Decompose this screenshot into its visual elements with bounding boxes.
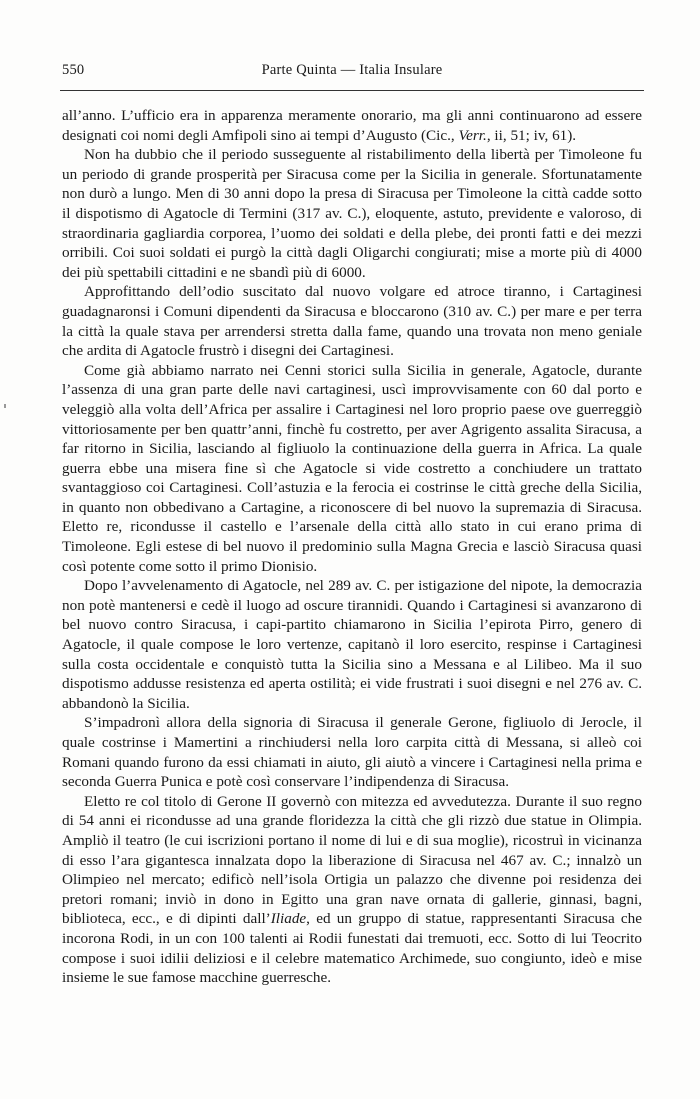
paragraph (62, 106, 642, 145)
running-head (62, 62, 642, 82)
paragraph-text: all’anno. L’ufficio era in apparenza meramente onorario, ma gli anni continuarono ad essere designati coi nomi degli Amfipoli sino ai tempi d’Augusto (Cic., (62, 107, 642, 144)
margin-speck (4, 404, 6, 408)
paragraph (62, 145, 642, 282)
paragraph-text: S’impadronì allora della signoria di Siracusa il generale Gerone, figliuolo di Jerocle, il quale costrinse i Mamertini a rinchiudersi nella loro carpita città di Messana, si alleò coi Romani quando furono da essi chiamati in aiuto, gli aiutò a vincere i Cartaginesi nella prima e seconda Guerra Punica e potè così conservare l’indipendenza di Siracusa. (62, 714, 642, 791)
page-number: 550 (62, 62, 85, 78)
paragraph-text: Approfittando dell’odio suscitato dal nuovo volgare ed atroce tiranno, i Cartaginesi guadagnaronsi i Comuni dipendenti da Siracusa e bloccarono (310 av. C.) per mare e per terra la città la quale stava per arrendersi stretta dalla fame, quando una trovata non meno geniale che ardita di Agatocle frustrò i disegni dei Cartaginesi. (62, 283, 642, 360)
paragraph (62, 361, 642, 577)
paragraph-text: Come già abbiamo narrato nei Cenni storici sulla Sicilia in generale, Agatocle, durante l’assenza di una gran parte delle navi cartaginesi, uscì improvvisamente con 60 dal porto e veleggiò alla volta dell’Africa per assalire i Cartaginesi nel loro proprio paese ove guerreggiò vittoriosamente per ben quattr’anni, finchè fu costretto, per aver Agrigento assalita Siracusa, a far ritorno in Sicilia, lasciando al figliuolo la continuazione della guerra in Africa. La quale guerra ebbe una misera fine sì che Agatocle si vide costretto a conchiudere un trattato svantaggioso coi Cartaginesi. Coll’astuzia e la ferocia ei costrinse le città greche della Sicilia, in quanto non obbedivano a Cartagine, a riconoscere di bel nuovo la supremazia di Siracusa. Eletto re, ricondusse il castello e l’arsenale della città allo stato in cui erano prima di Timoleone. Egli estese di bel nuovo il predominio sulla Magna Grecia e lasciò Siracusa quasi così potente come sotto il primo Dionisio. (62, 361, 642, 575)
paragraph-text: , ii, 51; iv, 61). (486, 126, 577, 144)
paragraph (62, 576, 642, 713)
paragraph (62, 792, 642, 988)
paragraph-text: Dopo l’avvelenamento di Agatocle, nel 289 av. C. per istigazione del nipote, la democrazia non potè mantenersi e cedè il luogo ad oscure tirannidi. Quando i Cartaginesi si avanzarono di bel nuovo contro Siracusa, i capi-partito chiamarono in Sicilia l’epirota Pirro, genero di Agatocle, il quale compose le loro vertenze, capitanò il loro esercito, respinse i Cartaginesi sulla costa occidentale e conquistò tutta la Sicilia sino a Messana e al Lilibeo. Ma il suo dispotismo addusse resistenza ed aperta ostilità; ei vide frustrati i suoi disegni e nel 276 av. C. abbandonò la Sicilia. (62, 577, 642, 712)
paragraph (62, 713, 642, 791)
italic-text: Verr. (458, 126, 487, 144)
italic-text: Iliade (270, 910, 307, 928)
paragraph (62, 282, 642, 360)
paragraph-text: Eletto re col titolo di Gerone II governò con mitezza ed avvedutezza. Durante il suo regno di 54 anni ei ricondusse ad una grande floridezza la città che gli rizzò due statue in Olimpia. Ampliò il teatro (le cui iscrizioni portano il nome di lui e di sua moglie), ricostruì in vicinanza di esso l’ara gigantesca innalzata dopo la liberazione di Siracusa nel 467 av. C.; innalzò un Olimpieo nel mercato; edificò nell’isola Ortigia un palazzo che divenne poi residenza dei pretori romani; inviò in dono in Egitto una gran nave ornata di gallerie, ginnasi, bagni, biblioteca, ecc., e di dipinti dall’ (62, 792, 642, 928)
body-text (62, 106, 642, 988)
running-head-title: Parte Quinta — Italia Insulare (261, 62, 443, 78)
paragraph-text: , ed un gruppo di statue, rappresentanti Siracusa che incorona Rodi, in un con 100 talenti ai Rodii funestati dai tremuoti, ecc. Sotto di lui Teocrito compose i suoi idilii deliziosi e il celebre matematico Archimede, suo congiunto, ideò e mise insieme le sue famose macchine guerresche. (62, 910, 642, 987)
header-rule (60, 90, 644, 91)
paragraph-text: Non ha dubbio che il periodo susseguente al ristabilimento della libertà per Timoleone fu un periodo di grande prosperità per Siracusa come per la Sicilia in generale. Sfortunatamente non durò a lungo. Men di 30 anni dopo la presa di Siracusa per Timoleone la città cadde sotto il dispotismo di Agatocle di Termini (317 av. C.), eloquente, astuto, previdente e valoroso, di straordinaria gagliardia corporea, l’uomo dei soldati e della plebe, dei pronti fatti e dei mezzi orribili. Coi suoi soldati ei purgò la città dagli Oligarchi congiurati; mise a morte più di 4000 dei più spettabili cittadini e ne sbandì più di 6000. (62, 146, 642, 281)
